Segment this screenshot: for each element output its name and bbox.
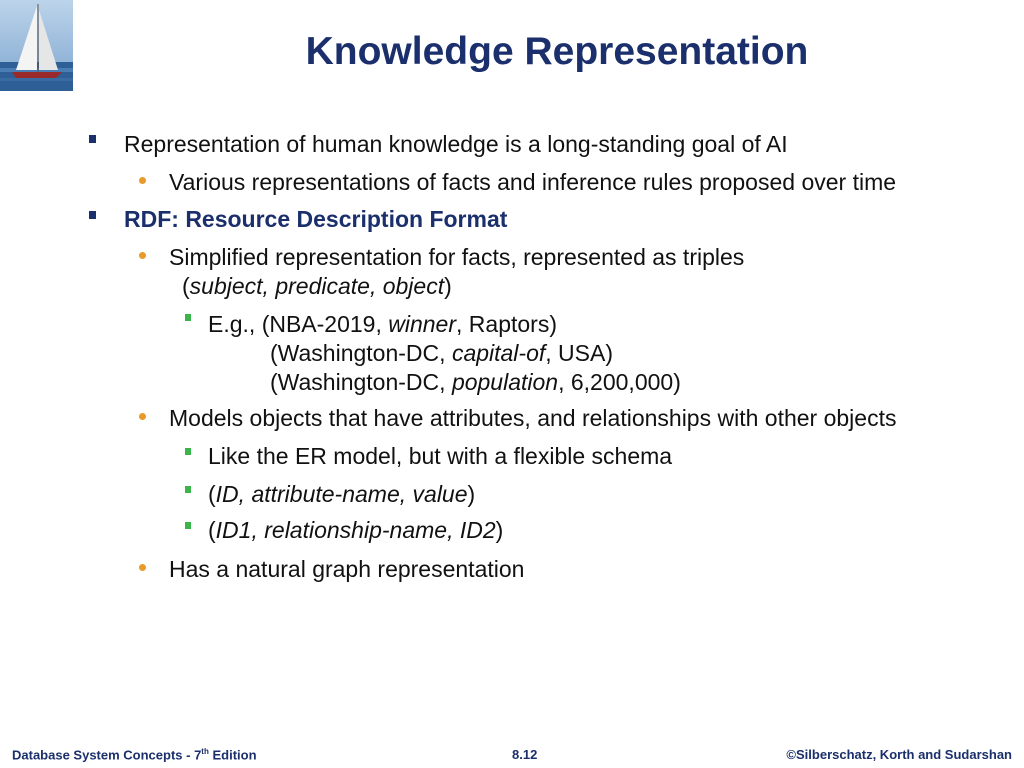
bullet-line: Like the ER model, but with a flexible schema — [208, 443, 673, 469]
slide-title: Knowledge Representation — [305, 30, 809, 73]
footer-page-number: 8.12 — [512, 747, 538, 762]
square-bullet-icon — [185, 522, 191, 529]
round-bullet-icon — [139, 177, 146, 184]
bullet-line: (ID, attribute-name, value) — [208, 481, 476, 507]
bullet-line: Has a natural graph representation — [169, 556, 525, 582]
bullet-line: Various representations of facts and inference rules proposed over time — [169, 169, 897, 195]
bullet-line-rdf: RDF: Resource Description Format — [124, 206, 508, 232]
square-bullet-icon — [185, 448, 191, 455]
round-bullet-icon — [139, 413, 146, 420]
round-bullet-icon — [139, 252, 146, 259]
square-bullet-icon — [89, 211, 96, 219]
square-bullet-icon — [185, 486, 191, 493]
example-line: (Washington-DC, capital-of, USA) — [270, 340, 613, 366]
footer-copyright: ©Silberschatz, Korth and Sudarshan — [786, 747, 1012, 762]
example-line: (Washington-DC, population, 6,200,000) — [270, 369, 681, 395]
bullet-line: (ID1, relationship-name, ID2) — [208, 517, 504, 543]
square-bullet-icon — [185, 314, 191, 321]
sailboat-logo — [0, 0, 73, 91]
bullet-line: Models objects that have attributes, and relationships with other objects — [169, 405, 897, 431]
square-bullet-icon — [89, 135, 96, 143]
round-bullet-icon — [139, 564, 146, 571]
example-line: E.g., (NBA-2019, winner, Raptors) — [208, 311, 557, 337]
bullet-line: Representation of human knowledge is a long-standing goal of AI — [124, 131, 788, 157]
triple-format-line: (subject, predicate, object) — [182, 273, 452, 299]
bullet-line: Simplified representation for facts, represented as triples — [169, 244, 745, 270]
footer-book-title: Database System Concepts - 7th Edition — [12, 746, 257, 762]
